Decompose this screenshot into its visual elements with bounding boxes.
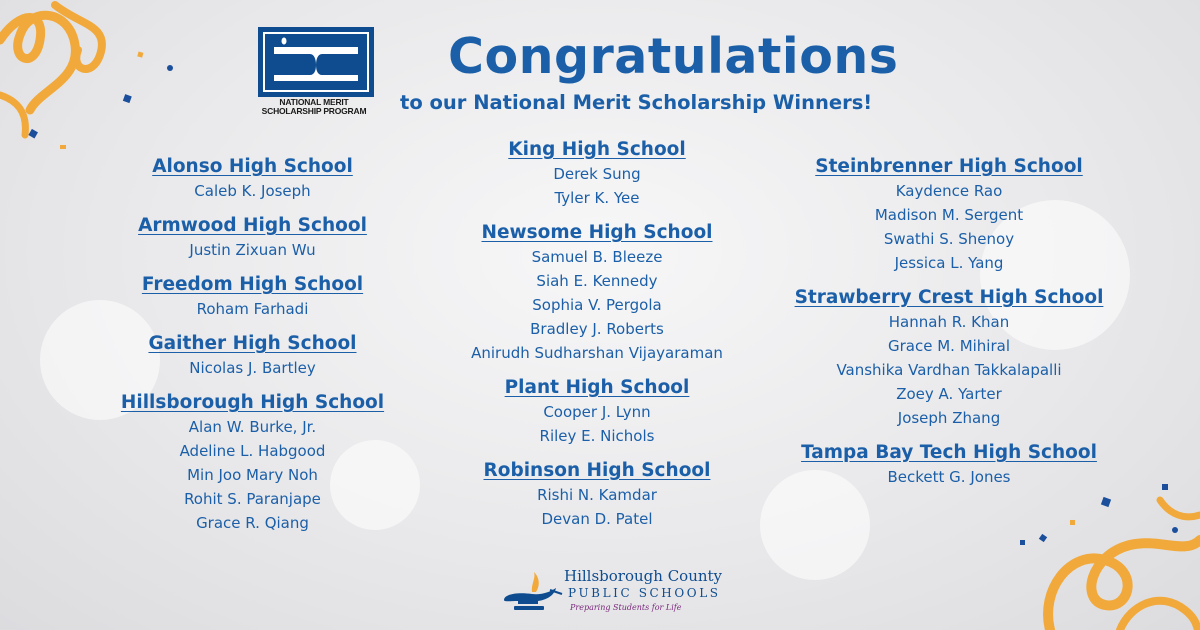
hcps-logo <box>498 566 723 620</box>
student-name: Devan D. Patel <box>541 510 653 528</box>
student-name: Rishi N. Kamdar <box>537 486 657 504</box>
school-column-1 <box>100 155 405 546</box>
hcps-org-name: Hillsborough County <box>564 567 723 585</box>
school-name-link[interactable]: Tampa Bay Tech High School <box>801 442 1097 463</box>
student-name: Alan W. Burke, Jr. <box>188 418 317 436</box>
logo-caption <box>250 98 378 116</box>
student-name: Derek Sung <box>553 165 641 183</box>
student-name: Siah E. Kennedy <box>536 272 658 290</box>
school-block <box>790 155 1108 275</box>
student-name: Sophia V. Pergola <box>532 296 662 314</box>
student-name: Adeline L. Habgood <box>179 442 326 460</box>
student-name: Bradley J. Roberts <box>530 320 664 338</box>
student-name: Kaydence Rao <box>895 182 1003 200</box>
school-block <box>447 138 747 210</box>
hcps-tagline: Preparing Students for Life <box>570 603 682 612</box>
logo-caption-line2: SCHOLARSHIP PROGRAM <box>261 106 367 116</box>
student-name: Nicolas J. Bartley <box>189 359 316 377</box>
school-block <box>790 286 1108 430</box>
student-name: Hannah R. Khan <box>888 313 1010 331</box>
student-name: Cooper J. Lynn <box>543 403 651 421</box>
school-block <box>100 155 405 203</box>
student-name: Samuel B. Bleeze <box>531 248 663 266</box>
school-name-link[interactable]: Newsome High School <box>481 222 713 243</box>
page-title: Congratulations <box>448 28 899 85</box>
school-name-link[interactable]: Freedom High School <box>141 274 364 295</box>
student-name: Madison M. Sergent <box>874 206 1024 224</box>
school-block <box>447 221 747 365</box>
school-name-link[interactable]: Steinbrenner High School <box>815 156 1083 177</box>
school-block <box>100 273 405 321</box>
school-column-3 <box>790 155 1108 500</box>
student-name: Grace M. Mihiral <box>887 337 1010 355</box>
logo-caption-line1: NATIONAL MERIT <box>279 97 349 107</box>
student-name: Beckett G. Jones <box>887 468 1011 486</box>
student-name: Roham Farhadi <box>196 300 309 318</box>
page-subtitle: to our National Merit Scholarship Winners! <box>400 91 873 114</box>
student-name: Min Joo Mary Noh <box>187 466 318 484</box>
student-name: Rohit S. Paranjape <box>184 490 321 508</box>
school-block <box>100 332 405 380</box>
school-column-2 <box>447 138 747 542</box>
school-block <box>447 459 747 531</box>
student-name: Grace R. Qiang <box>196 514 309 532</box>
school-name-link[interactable]: Hillsborough High School <box>120 392 385 413</box>
school-name-link[interactable]: Alonso High School <box>152 156 353 177</box>
student-name: Caleb K. Joseph <box>194 182 311 200</box>
school-block <box>100 214 405 262</box>
lamp-of-learning-icon <box>498 570 564 614</box>
school-name-link[interactable]: King High School <box>508 139 686 160</box>
school-name-link[interactable]: Strawberry Crest High School <box>794 287 1104 308</box>
national-merit-logo <box>258 27 374 97</box>
student-name: Riley E. Nichols <box>539 427 655 445</box>
student-name: Joseph Zhang <box>897 409 1001 427</box>
student-name: Justin Zixuan Wu <box>189 241 316 259</box>
student-name: Anirudh Sudharshan Vijayaraman <box>471 344 723 362</box>
student-name: Tyler K. Yee <box>554 189 640 207</box>
hcps-org-sub: PUBLIC SCHOOLS <box>568 586 721 600</box>
lamp-emblem-icon <box>260 29 372 95</box>
student-name: Vanshika Vardhan Takkalapalli <box>836 361 1062 379</box>
school-name-link[interactable]: Gaither High School <box>148 333 357 354</box>
school-block <box>447 376 747 448</box>
student-name: Zoey A. Yarter <box>896 385 1002 403</box>
school-name-link[interactable]: Plant High School <box>504 377 690 398</box>
confetti-ribbon-top-left <box>0 0 180 150</box>
school-name-link[interactable]: Robinson High School <box>483 460 711 481</box>
school-name-link[interactable]: Armwood High School <box>138 215 367 236</box>
student-name: Jessica L. Yang <box>894 254 1004 272</box>
school-block <box>100 391 405 535</box>
student-name: Swathi S. Shenoy <box>883 230 1015 248</box>
school-block <box>790 441 1108 489</box>
